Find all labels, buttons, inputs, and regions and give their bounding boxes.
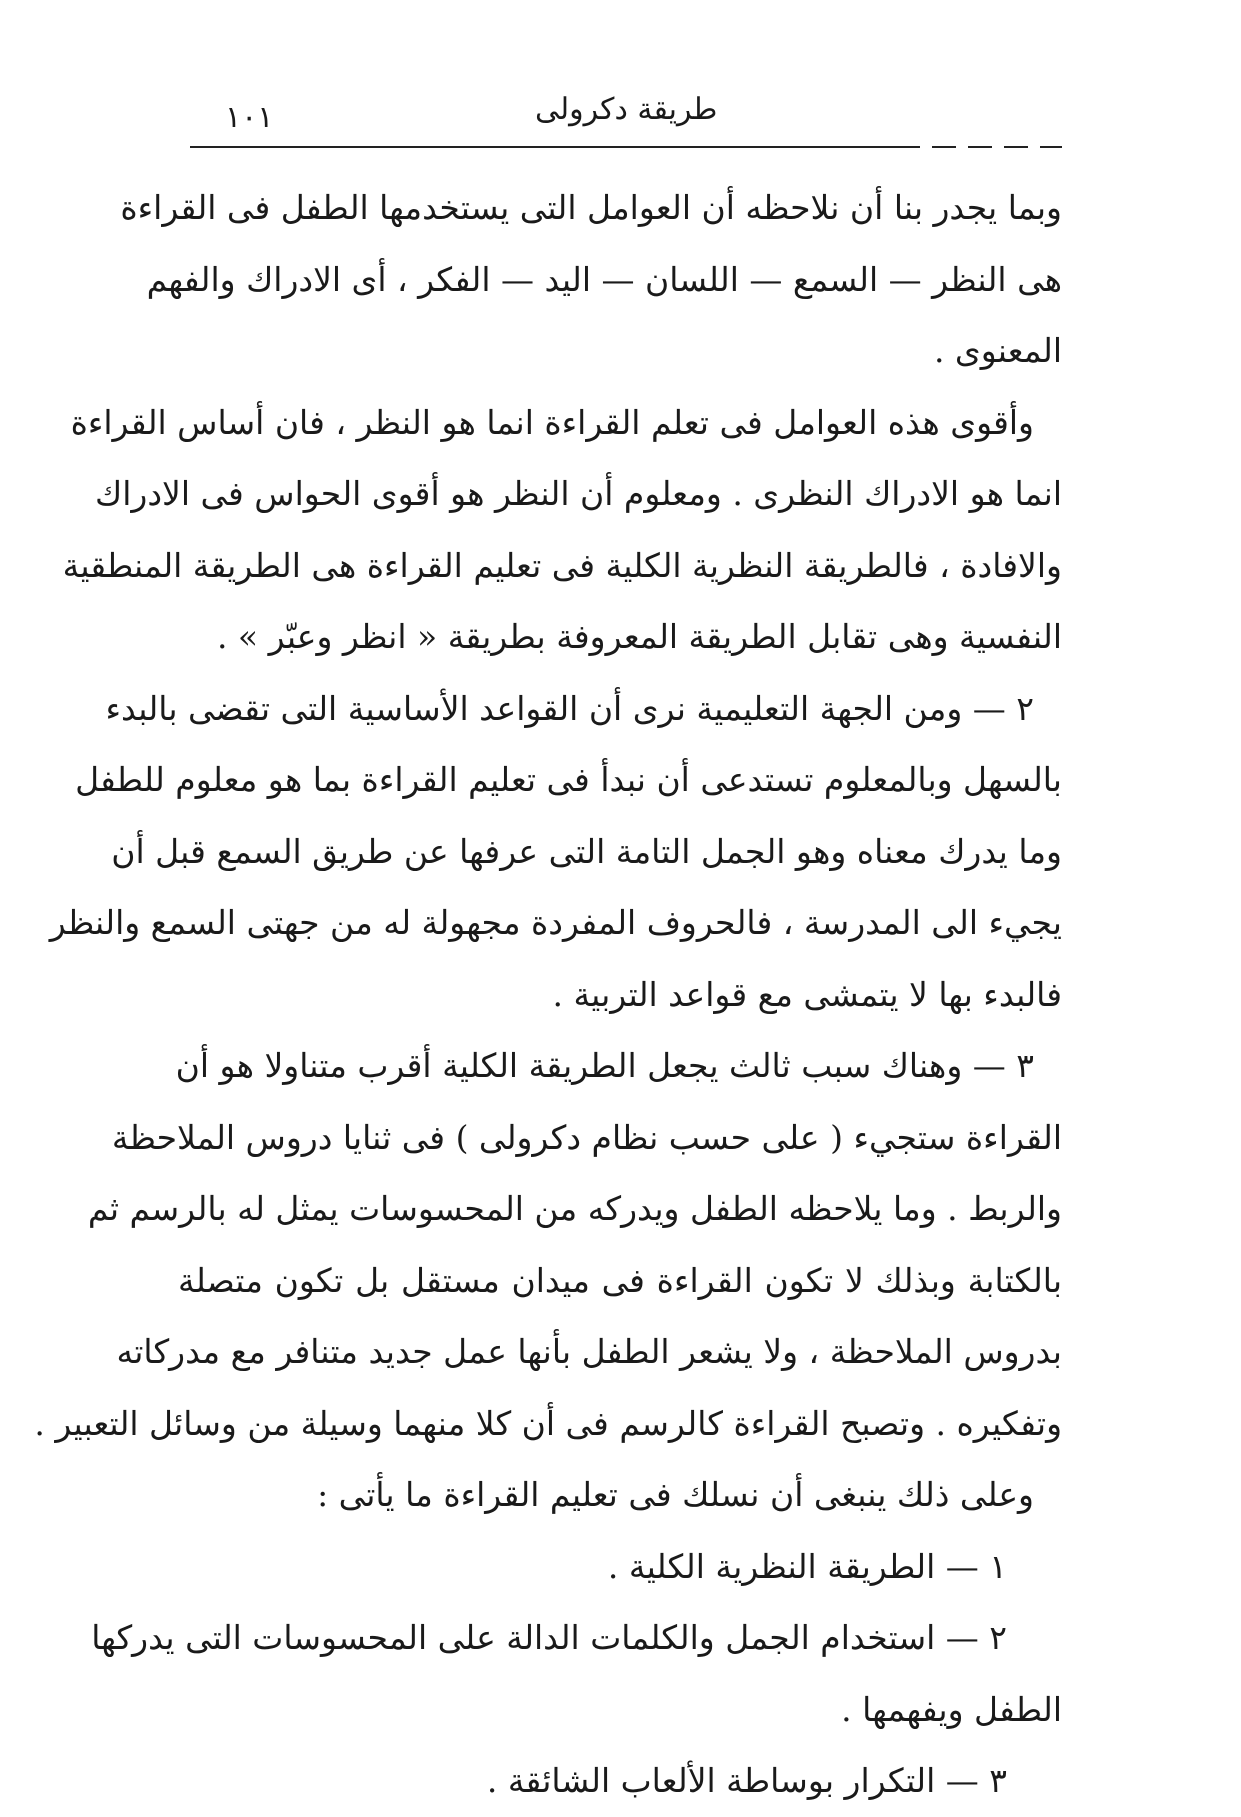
- text-line: بالكتابة وبذلك لا تكون القراءة فى ميدان مستقل بل تكون متصلة: [178, 1260, 1062, 1300]
- text-line: بدروس الملاحظة ، ولا يشعر الطفل بأنها عمل جديد متنافر مع مدركاته: [116, 1332, 1062, 1371]
- text-line: بالسهل وبالمعلوم تستدعى أن نبدأ فى تعليم القراءة بما هو معلوم للطفل: [75, 760, 1062, 799]
- text-line: وبما يجدر بنا أن نلاحظه أن العوامل التى يستخدمها الطفل فى القراءة: [120, 188, 1062, 227]
- text-line: فالبدء بها لا يتمشى مع قواعد التربية .: [552, 974, 1062, 1014]
- text-line: الطفل ويفهمها .: [841, 1689, 1062, 1729]
- header-rule-gaps: [920, 146, 1062, 150]
- text-line: وأقوى هذه العوامل فى تعلم القراءة انما هو النظر ، فان أساس القراءة: [70, 402, 1034, 442]
- text-line: المعنوى .: [933, 331, 1062, 370]
- list-item: ٣ — التكرار بوساطة الألعاب الشائقة .: [486, 1761, 1007, 1800]
- text-line: وما يدرك معناه وهو الجمل التامة التى عرفها عن طريق السمع قبل أن: [111, 831, 1062, 871]
- text-line: القراءة ستجيء ( على حسب نظام دكرولى ) فى ثنايا دروس الملاحظة: [111, 1117, 1062, 1157]
- text-line: هى النظر — السمع — اللسان — اليد — الفكر ، أى الادراك والفهم: [146, 259, 1062, 299]
- body-text: [34, 172, 1062, 1817]
- text-line: وتفكيره . وتصبح القراءة كالرسم فى أن كلا منهما وسيلة من وسائل التعبير .: [34, 1403, 1062, 1443]
- text-line: انما هو الادراك النظرى . ومعلوم أن النظر هو أقوى الحواس فى الادراك: [95, 474, 1062, 513]
- text-line: النفسية وهى تقابل الطريقة المعروفة بطريقة « انظر وعبّر » .: [216, 617, 1062, 656]
- text-line: يجيء الى المدرسة ، فالحروف المفردة مجهولة له من جهتى السمع والنظر: [49, 903, 1062, 942]
- text-line: وعلى ذلك ينبغى أن نسلك فى تعليم القراءة ما يأتى :: [317, 1475, 1034, 1514]
- page-number: ١٠١: [225, 100, 274, 135]
- text-line: والربط . وما يلاحظه الطفل ويدركه من المحسوسات يمثل له بالرسم ثم: [87, 1189, 1062, 1228]
- running-title: طريقة دكرولى: [535, 92, 718, 127]
- list-item: ١ — الطريقة النظرية الكلية .: [607, 1546, 1007, 1586]
- list-item: ٢ — استخدام الجمل والكلمات الدالة على المحسوسات التى يدركها: [91, 1618, 1007, 1657]
- page-header: [205, 88, 1055, 148]
- text-line: ٣ — وهناك سبب ثالث يجعل الطريقة الكلية أقرب متناولا هو أن: [175, 1046, 1034, 1085]
- text-line: ٢ — ومن الجهة التعليمية نرى أن القواعد الأساسية التى تقضى بالبدء: [105, 688, 1034, 728]
- text-line: والافادة ، فالطريقة النظرية الكلية فى تعليم القراءة هى الطريقة المنطقية: [62, 545, 1062, 585]
